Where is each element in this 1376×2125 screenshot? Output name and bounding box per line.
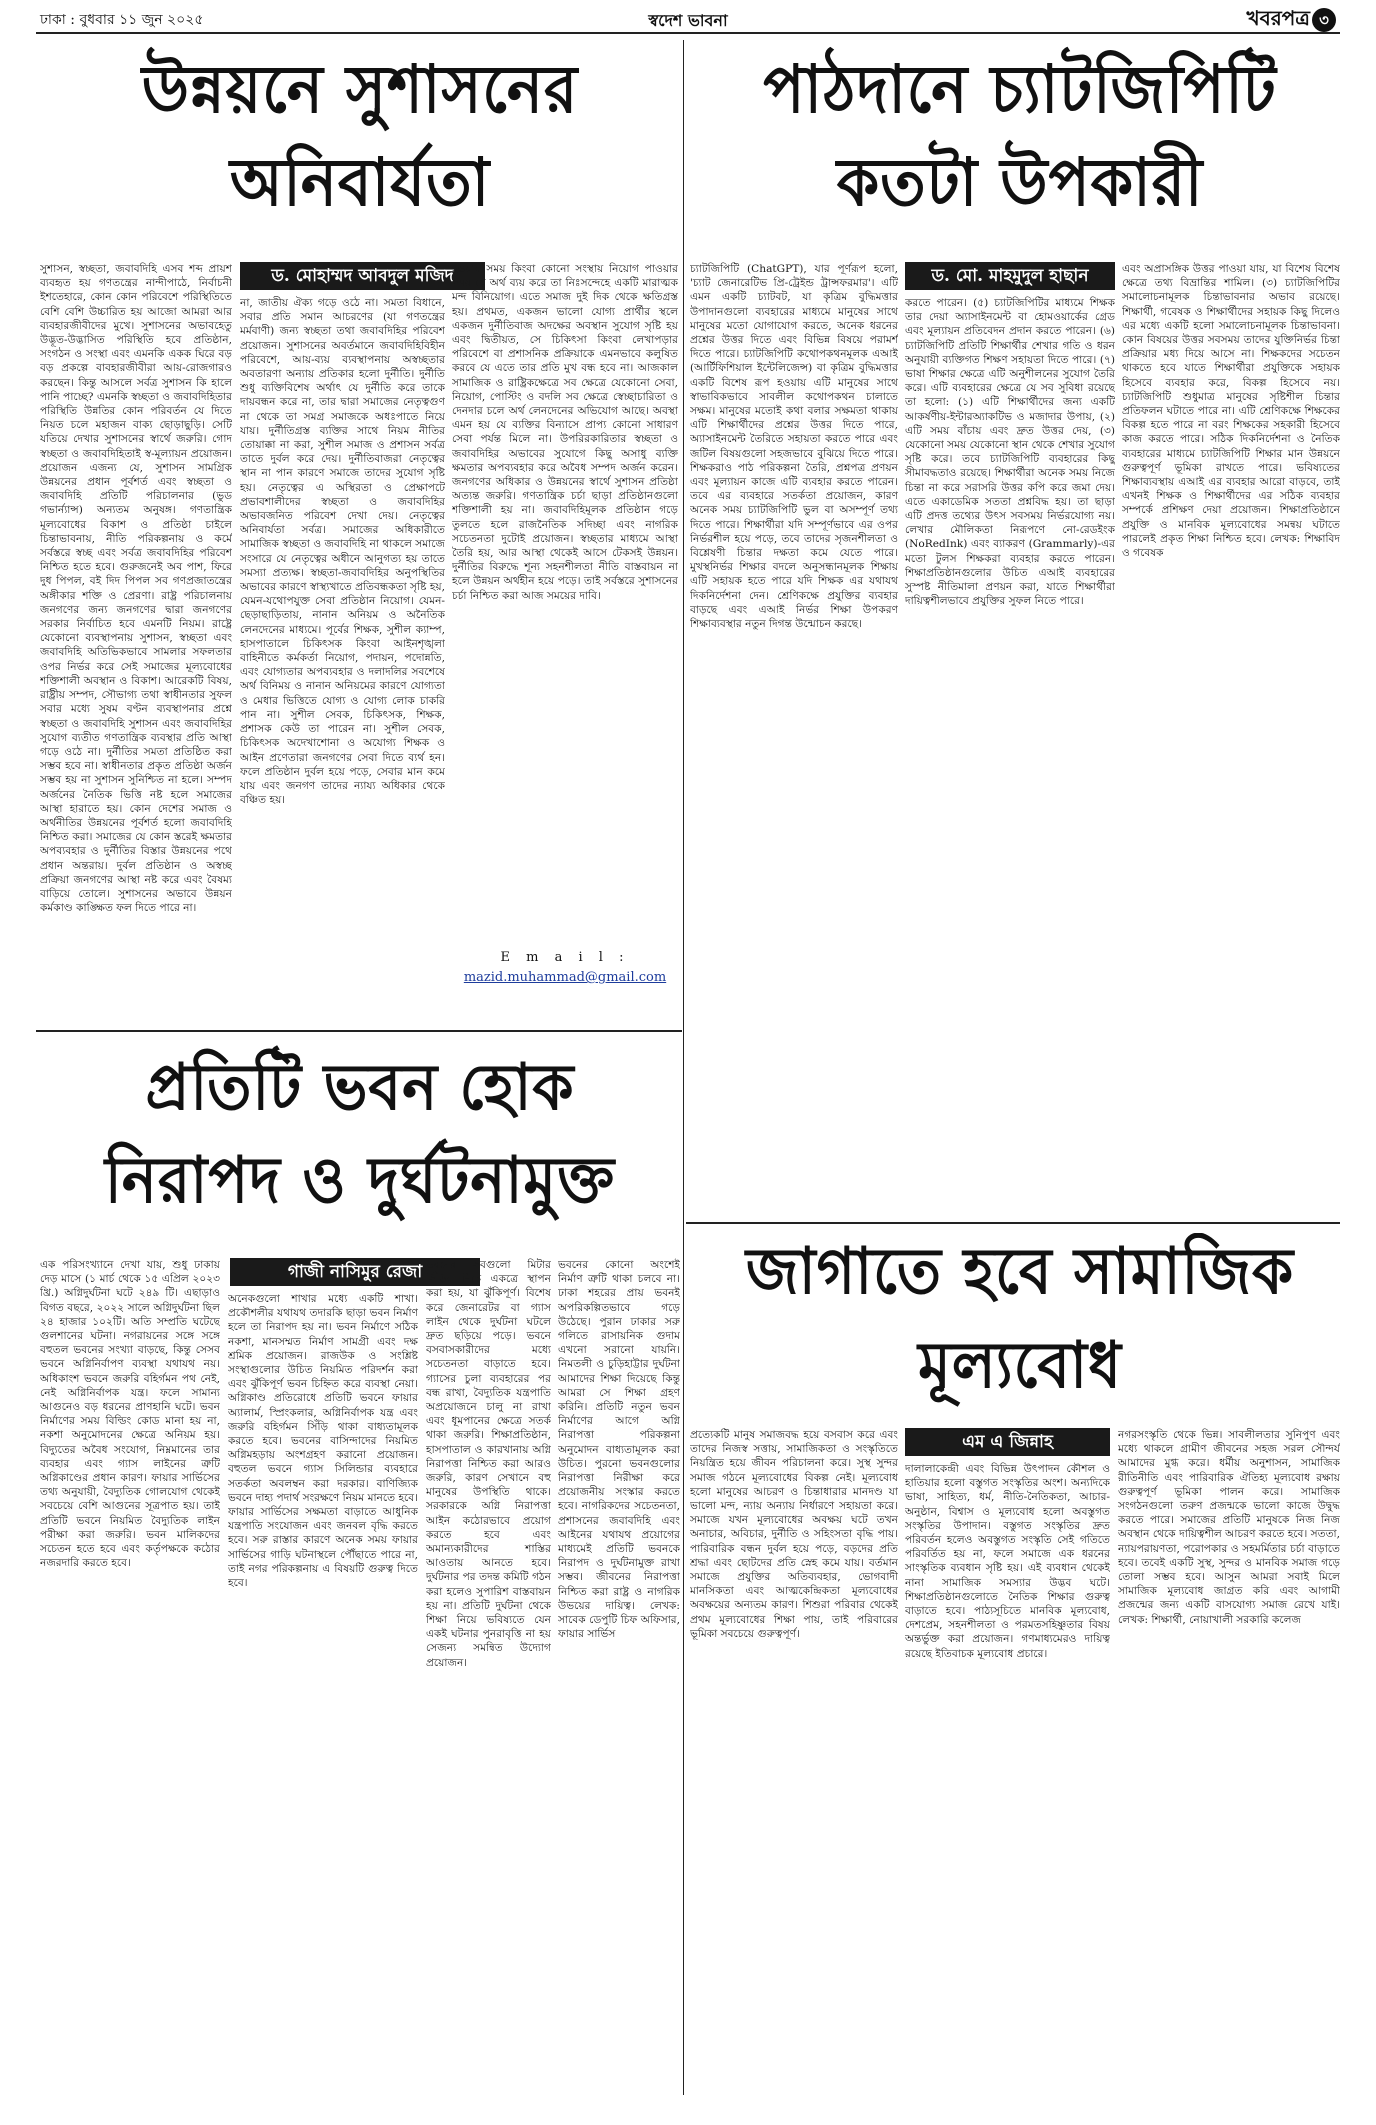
article-column: ভবনের কোনো অংশেই নির্মাণ ত্রুটি থাকা চলবে না। ঢাকা শহরের প্রায় ভবনই অপরিকল্পিতভাবে গড়ে উঠেছে। পুরান ঢাকার সরু গলিতে রাসায়নিক গুদাম এখনো সরানো যায়নি। নিমতলী ও চুড়িহাট্টার দুর্ঘটনা আমাদের শিক্ষা দিয়েছে কিন্তু আমরা সে শিক্ষা গ্রহণ করিনি। প্রতিটি নতুন ভবন নির্মাণের আগে অগ্নি নিরাপত্তা পরিকল্পনা অনুমোদন বাধ্যতামূলক করা উচিত। পুরনো ভবনগুলোর নিরাপত্তা নিরীক্ষা করে প্রয়োজনীয় সংস্কার করতে হবে। নাগরিকদের সচেতনতা, প্রশাসনের জবাবদিহি এবং আইনের যথাযথ প্রয়োগের মাধ্যমেই প্রতিটি ভবনকে নিরাপদ ও দুর্ঘটনামুক্ত রাখা সম্ভব। জীবনের নিরাপত্তা নিশ্চিত করা রাষ্ট্র ও নাগরিক উভয়ের দায়িত্ব। লেখক: সাবেক ডেপুটি চিফ অফিসার, ফায়ার সার্ভিস [558,1259,680,1641]
article-title-line1: জাগাতে হবে সামাজিক [745,1235,1295,1309]
article-column: দালালাকেন্দ্রী এবং বিভিন্ন উৎপাদন কৌশল ও হাতিয়ার হলো বস্তুগত সংস্কৃতির অংশ। অন্যদিকে ভাষা, সাহিত্য, ধর্ম, নীতি-নৈতিকতা, আচার-অনুষ্ঠান, বিশ্বাস ও মূল্যবোধ হলো অবস্তুগত সংস্কৃতির উপাদান। বস্তুগত সংস্কৃতির দ্রুত পরিবর্তন হলেও অবস্তুগত সংস্কৃতি সেই গতিতে পরিবর্তিত হয় না, ফলে সমাজে এক ধরনের সাংস্কৃতিক ব্যবধান সৃষ্টি হয়। এই ব্যবধান থেকেই নানা সামাজিক সমস্যার উদ্ভব ঘটে। শিক্ষাপ্রতিষ্ঠানগুলোতে নৈতিক শিক্ষার গুরুত্ব বাড়াতে হবে। পাঠ্যসূচিতে মানবিক মূল্যবোধ, দেশপ্রেম, সহনশীলতা ও পরমতসহিষ্ণুতার বিষয় অন্তর্ভুক্ত করা প্রয়োজন। গণমাধ্যমেরও দায়িত্ব রয়েছে ইতিবাচক মূল্যবোধ প্রচারে। [905,1463,1110,1660]
page-number: ৩ [1312,8,1336,32]
article-column: ভবনের সবগুলো মিটার সিঁড়ির নিচে একত্রে স্থাপন করা হয়, যা ঝুঁকিপূর্ণ। বিশেষ করে জেনারেটর বা গ্যাস লাইন থেকে দুর্ঘটনা ঘটলে দ্রুত ছড়িয়ে পড়ে। ভবনে বসবাসকারীদের মধ্যে সচেতনতা বাড়াতে হবে। গ্যাসের চুলা ব্যবহারের পর বন্ধ রাখা, বৈদ্যুতিক যন্ত্রপাতি অপ্রয়োজনে চালু না রাখা এবং ধূমপানের ক্ষেত্রে সতর্ক থাকা জরুরি। শিক্ষাপ্রতিষ্ঠান, হাসপাতাল ও কারখানায় অগ্নি নিরাপত্তা নিশ্চিত করা আরও জরুরি, কারণ সেখানে বহু মানুষের উপস্থিতি থাকে। সরকারকে অগ্নি নিরাপত্তা আইন কঠোরভাবে প্রয়োগ করতে হবে এবং অমান্যকারীদের শাস্তির আওতায় আনতে হবে। দুর্ঘটনার পর তদন্ত কমিটি গঠন করা হলেও সুপারিশ বাস্তবায়ন হয় না। প্রতিটি দুর্ঘটনা থেকে শিক্ষা নিয়ে ভবিষ্যতে যেন একই ঘটনার পুনরাবৃত্তি না হয় সেজন্য সমন্বিত উদ্যোগ প্রয়োজন। [426,1259,551,1669]
article-column: চ্যাটজিপিটি (ChatGPT), যার পূর্ণরূপ হলো, 'চ্যাট জেনারেটিভ প্রি-ট্রেইন্ড ট্রান্সফরমার'। এটি এমন একটি চ্যাটবট, যা কৃত্রিম বুদ্ধিমত্তার উপাদানগুলো ব্যবহারের মাধ্যমে মানুষের সাথে মানুষের মতো যোগাযোগ করতে, অনেক ধরনের প্রশ্নের উত্তর দিতে এবং বিভিন্ন বিষয়ে পরামর্শ দিতে পারে। চ্যাটজিপিটি কথোপকথনমূলক এআই (আর্টিফিশিয়াল ইন্টেলিজেন্স) বা কৃত্রিম বুদ্ধিমত্তার একটি বিশেষ রূপ হওয়ায় এটি মানুষের সাথে স্বাভাবিকভাবে সাবলীল কথোপকথন চালাতে সক্ষম। মানুষের মতোই কথা বলার সক্ষমতা থাকায় এটি শিক্ষার্থীদের প্রশ্নের উত্তর দিতে পারে, অ্যাসাইনমেন্ট তৈরিতে সহায়তা করতে পারে এবং জটিল বিষয়গুলো সহজভাবে বুঝিয়ে দিতে পারে। শিক্ষকরাও পাঠ পরিকল্পনা তৈরি, প্রশ্নপত্র প্রণয়ন এবং মূল্যায়ন কাজে এটি ব্যবহার করতে পারেন। তবে এর ব্যবহারে সতর্কতা প্রয়োজন, কারণ অনেক সময় চ্যাটজিপিটি ভুল বা অসম্পূর্ণ তথ্য দিতে পারে। শিক্ষার্থীরা যদি সম্পূর্ণভাবে এর ওপর নির্ভরশীল হয়ে পড়ে, তবে তাদের সৃজনশীলতা ও বিশ্লেষণী চিন্তার দক্ষতা কমে যেতে পারে। মুখস্থনির্ভর শিক্ষার বদলে অনুসন্ধানমূলক শিক্ষায় এটি সহায়ক হতে পারে যদি শিক্ষক এর যথাযথ দিকনির্দেশনা দেন। শ্রেণিকক্ষে প্রযুক্তির ব্যবহার বাড়ছে এবং এআই নির্ভর শিক্ষা উপকরণ শিক্ষাব্যবস্থার নতুন দিগন্ত উন্মোচন করছে। [690,263,898,631]
author-byline: এম এ জিন্নাহ [905,1428,1110,1456]
article-column: এক পরিসংখ্যানে দেখা যায়, শুধু ঢাকায় দেড় মাসে (১ মার্চ থেকে ১৫ এপ্রিল ২০২৩ খ্রি.) অগ্নিদুর্ঘটনা ঘটে ২৪৯ টি। এছাড়াও বিগত বছরে, ২০২২ সালে অগ্নিদুর্ঘটনা ছিল ২৪ হাজার ১০২টি। অতি সম্প্রতি ঘটেছে গুলশানের ঘটনা। নগরায়নের সঙ্গে সঙ্গে বহুতল ভবনের সংখ্যা বাড়ছে, কিন্তু সেসব ভবনে অগ্নিনির্বাপণ ব্যবস্থা যথাযথ নয়। অধিকাংশ ভবনে জরুরি বহির্গমন পথ নেই, নেই অগ্নিনির্বাপক যন্ত্র। ফলে সামান্য আগুনেও বড় ধরনের প্রাণহানি ঘটে। ভবন নির্মাণের সময় বিল্ডিং কোড মানা হয় না, নকশা অনুমোদনের ক্ষেত্রে অনিয়ম হয়। বিদ্যুতের অবৈধ সংযোগ, নিম্নমানের তার ব্যবহার এবং গ্যাস লাইনের ত্রুটি অগ্নিকাণ্ডের প্রধান কারণ। ফায়ার সার্ভিসের তথ্য অনুযায়ী, বৈদ্যুতিক গোলযোগ থেকেই সবচেয়ে বেশি আগুনের সূত্রপাত হয়। তাই প্রতিটি ভবনে নিয়মিত বৈদ্যুতিক লাইন পরীক্ষা করা জরুরি। ভবন মালিকদের সচেতন হতে হবে এবং কর্তৃপক্ষকে কঠোর নজরদারি করতে হবে। [40,1259,220,1570]
article-title-line2: মূল্যবোধ [918,1329,1122,1403]
article-column: প্রত্যেকটি মানুষ সমাজবদ্ধ হয়ে বসবাস করে এবং তাদের নিজস্ব সত্তায়, সামাজিকতা ও সংস্কৃতিতে নিয়ন্ত্রিত হয়ে জীবন পরিচালনা করে। সুস্থ সুন্দর সমাজ গঠনে মূল্যবোধের বিকল্প নেই। মূল্যবোধ হলো মানুষের আচরণ ও চিন্তাধারার মানদণ্ড যা ভালো মন্দ, ন্যায় অন্যায় নির্ধারণে সহায়তা করে। সমাজে যখন মূল্যবোধের অবক্ষয় ঘটে তখন অনাচার, অবিচার, দুর্নীতি ও সহিংসতা বৃদ্ধি পায়। পারিবারিক বন্ধন দুর্বল হয়ে পড়ে, বড়দের প্রতি শ্রদ্ধা এবং ছোটদের প্রতি স্নেহ কমে যায়। বর্তমান সমাজে প্রযুক্তির অতিব্যবহার, ভোগবাদী মানসিকতা এবং আত্মকেন্দ্রিকতা মূল্যবোধের অবক্ষয়ের অন্যতম কারণ। শিশুরা পরিবার থেকেই প্রথম মূল্যবোধের শিক্ষা পায়, তাই পরিবারের ভূমিকা সবচেয়ে গুরুত্বপূর্ণ। [690,1429,898,1640]
section-rule [36,1030,682,1032]
section-rule [686,1222,1340,1224]
section-name: স্বদেশ ভাবনা [648,11,728,30]
author-byline: গাজী নাসিমুর রেজা [230,1258,480,1286]
article-title-line1: পাঠদানে চ্যাটজিপিটি [763,51,1277,128]
article-column: হওয়ার সময় কিংবা কোনো সংস্থায় নিয়োগ পাওয়ার সময় যে অর্থ ব্যয় করে তা নিঃসন্দেহে একটি মারাত্মক মন্দ বিনিয়োগ। এতে সমাজ দুই দিক থেকে ক্ষতিগ্রস্ত হয়। প্রথমত, একজন ভালো যোগ্য প্রার্থীর স্থলে একজন দুর্নীতিবাজ অদক্ষের অবস্থান সুযোগ সৃষ্টি হয় এবং দ্বিতীয়ত, সে চিকিৎসা কিংবা লেখাপড়ার পরিবেশে বা প্রশাসনিক প্রক্রিয়াকে এমনভাবে কলুষিত করবে যে এতে তার প্রতি মুখ বন্ধ হবে না। আজকাল সামাজিক ও রাষ্ট্রিকক্ষেত্রে সব ক্ষেত্রে যেকোনো সেবা, নিয়োগ, পোস্টিং ও বদলি সব ক্ষেত্রে স্বেচ্ছাচারিতা ও দেনদার চলে অর্থ লেনদেনের অভিযোগ আছে। অবস্থা এমন হয় যে ব্যক্তির বিন্যাসে প্রাপ্য কোনো সাধারণ সেবা পর্যন্ত মিলে না। উপরিরকারিতার স্বচ্ছতা ও জবাবদিহির অভাবের সুযোগে কিছু অসাধু ব্যক্তি ক্ষমতার অপব্যবহার করে অবৈধ সম্পদ অর্জন করেন। জনগণের অধিকার ও উন্নয়নের স্বার্থে সুশাসন প্রতিষ্ঠা অত্যন্ত জরুরি। গণতান্ত্রিক চর্চা ছাড়া প্রতিষ্ঠানগুলো শক্তিশালী হয় না। জবাবদিহিমূলক প্রতিষ্ঠান গড়ে তুলতে হলে রাজনৈতিক সদিচ্ছা এবং নাগরিক সচেতনতা দুটোই প্রয়োজন। স্বচ্ছতার মাধ্যমে আস্থা তৈরি হয়, আর আস্থা থেকেই আসে টেকসই উন্নয়ন। দুর্নীতির বিরুদ্ধে শূন্য সহনশীলতা নীতি বাস্তবায়ন না হলে উন্নয়ন অর্থহীন হয়ে পড়ে। তাই সর্বস্তরে সুশাসনের চর্চা নিশ্চিত করা আজ সময়ের দাবি। [452,263,678,602]
author-byline: ড. মোহাম্মদ আবদুল মজিদ [240,262,485,290]
article-column: করতে পারেন। (৫) চ্যাটজিপিটির মাধ্যমে শিক্ষক তার দেয়া অ্যাসাইনমেন্ট বা হোমওয়ার্কের গ্রেড এবং মূল্যায়ন প্রতিবেদন প্রদান করতে পারেন। (৬) চ্যাটজিপিটি প্রতিটি শিক্ষার্থীর শেখার গতি ও ধরন অনুযায়ী ব্যক্তিগত শিক্ষণ সহায়তা দিতে পারে। (৭) ভাষা শিক্ষার ক্ষেত্রে এটি অনুশীলনের সুযোগ তৈরি করে। এটি ব্যবহারের ক্ষেত্রে যে সব সুবিধা রয়েছে তা হলো: (১) এটি শিক্ষার্থীদের জন্য একটি আকর্ষণীয়-ইন্টারঅ্যাকটিভ ও মজাদার উপায়, (২) এটি সময় বাঁচায় এবং দ্রুত উত্তর দেয়, (৩) যেকোনো সময় যেকোনো স্থান থেকে শেখার সুযোগ সৃষ্টি করে। তবে চ্যাটজিপিটি ব্যবহারের কিছু সীমাবদ্ধতাও রয়েছে। শিক্ষার্থীরা অনেক সময় নিজে চিন্তা না করে সরাসরি উত্তর কপি করে জমা দেয়। এতে একাডেমিক সততা প্রশ্নবিদ্ধ হয়। তা ছাড়া এটি প্রদত্ত তথ্যের উৎস সবসময় নির্ভরযোগ্য নয়। লেখার মৌলিকতা নিরূপণে নো-রেডইংক (NoRedInk) এবং ব্যাকরণ (Grammarly)-এর মতো টুলস শিক্ষকরা ব্যবহার করতে পারেন। শিক্ষাপ্রতিষ্ঠানগুলোর উচিত এআই ব্যবহারের সুস্পষ্ট নীতিমালা প্রণয়ন করা, যাতে শিক্ষার্থীরা দায়িত্বশীলভাবে প্রযুক্তির সুফল নিতে পারে। [905,297,1115,608]
email-label: E m a i l : [500,950,630,965]
article-column: অনেকগুলো শাখার মধ্যে একটি শাখা। প্রকৌশলীর যথাযথ তদারকি ছাড়া ভবন নির্মাণ হলে তা নিরাপদ হয় না। ভবন নির্মাণে সঠিক নকশা, মানসম্মত নির্মাণ সামগ্রী এবং দক্ষ শ্রমিক প্রয়োজন। রাজউক ও সংশ্লিষ্ট সংস্থাগুলোর উচিত নিয়মিত পরিদর্শন করা এবং ঝুঁকিপূর্ণ ভবন চিহ্নিত করে ব্যবস্থা নেয়া। অগ্নিকাণ্ড প্রতিরোধে প্রতিটি ভবনে ফায়ার অ্যালার্ম, স্প্রিংকলার, অগ্নিনির্বাপক যন্ত্র এবং জরুরি বহির্গমন সিঁড়ি থাকা বাধ্যতামূলক করতে হবে। ভবনের বাসিন্দাদের নিয়মিত অগ্নিমহড়ায় অংশগ্রহণ করানো প্রয়োজন। বহুতল ভবনে গ্যাস সিলিন্ডার ব্যবহারে সতর্কতা অবলম্বন করা দরকার। বাণিজ্যিক ভবনে দাহ্য পদার্থ সংরক্ষণে নিয়ম মানতে হবে। ফায়ার সার্ভিসের সক্ষমতা বাড়াতে আধুনিক যন্ত্রপাতি সংযোজন এবং জনবল বৃদ্ধি করতে হবে। সরু রাস্তার কারণে অনেক সময় ফায়ার সার্ভিসের গাড়ি ঘটনাস্থলে পৌঁছাতে পারে না, তাই নগর পরিকল্পনায় এ বিষয়টি গুরুত্ব দিতে হবে। [228,1293,418,1590]
author-email-link[interactable]: mazid.muhammad@gmail.com [463,970,667,985]
article-column: না, জাতীয় ঐক্য গড়ে ওঠে না। সমতা বিধানে, সবার প্রতি সমান আচরণের (যা গণতন্ত্রের মর্মবাণী) জন্য স্বচ্ছতা তথা জবাবদিহির পরিবেশ প্রয়োজন। সুশাসনের অবর্তমানে জবাবদিহিবিহীন পরিবেশে, আয়-ব্যয় ব্যবস্থাপনায় অস্বচ্ছতার অবতারণা অন্যায় প্রতিকার হলো দুর্নীতি। দুর্নীতি শুধু ব্যক্তিবিশেষ অর্থাৎ যে দুর্নীতি করে তাকে দায়বন্ধন করে না, তার দ্বারা সমাজের নেতৃত্বগুণ না থেকে তা সমগ্র সমাজকে অধঃপাতে নিয়ে যায়। দুর্নীতিগ্রস্ত ব্যক্তির সাথে নিয়ম নীতির তোয়াক্কা না করা, সুশীল সমাজ ও প্রশাসন সর্বত্র তাতে দুর্বল করে দেয়। দুর্নীতিবাজরা নেতৃত্বের স্থান না পান কারণে সমাজে তাদের সুযোগ সৃষ্টি হয়। নেতৃত্বের এ অস্থিরতা ও প্রেক্ষাপটে প্রভাবশালীদের স্বচ্ছতা ও জবাবদিহির অভাবজনিত পরিবেশ দেখা দেয়। নেতৃত্বের অনিবার্যতা সর্বত্র। সমাজের অধিকারীতে সামাজিক স্বচ্ছতা ও জবাবদিহি না থাকলে সমাজে সংসারে যে নেতৃত্বের অধীনে আনুগত্য হয় তাতে সমস্যা প্রত্যক্ষ। স্বচ্ছতা-জবাবদিহির অনুপস্থিতির অভাবের কারণে স্বাস্থ্যখাতে প্রতিবন্ধকতা সৃষ্টি হয়, যেমন-যথোপযুক্ত সেবা প্রতিষ্ঠান নিয়োগ। যেমন- ছেড়াছাড়িতায়, নানান অনিয়ম ও অনৈতিক লেনদেনের মাধ্যমে। পূর্বের শিক্ষক, সুশীল ক্যাম্প, হাসপাতালে চিকিৎসক কিংবা আইনশৃঙ্খলা বাহিনীতে কর্মকর্তা নিয়োগ, পদায়ন, পদোন্নতি, এবং যোগ্যতার অপব্যবহার ও দলাদলির সবশেষে অর্থ বিনিময় ও নানান অনিয়মের কারণে যোগ্যতা ও মেধার ভিত্তিতে যোগ্য ও যোগ্য লোক চাকরি পান না। সুশীল সেবক, চিকিৎসক, শিক্ষক, প্রশাসক কেউ তা পারেন না। সুশীল সেবক, চিকিৎসক অদেখাশোনা ও অযোগ্য শিক্ষক ও আইন প্রণেতারা জনগণের সেবা দিতে ব্যর্থ হন। ফলে প্রতিষ্ঠান দুর্বল হয়ে পড়ে, সেবার মান কমে যায় এবং জনগণ তাদের ন্যায্য অধিকার থেকে বঞ্চিত হয়। [240,297,445,807]
article-column: সুশাসন, স্বচ্ছতা, জবাবদিহি এসব শব্দ প্রায়শ ব্যবহৃত হয় গণতন্ত্রের নান্দীপাঠে, নির্বাচনী ইশতেহারে, কোন কোন পরিবেশে পরিস্থিতিতে বেশি বেশি উচ্চারিত হয় আজো আমরা আর ব্যবহারজীবীদের মুখে। সুশাসনের অভাবহেতু উদ্ভূত-উদ্ভাসিত পরিস্থিতি হবে প্রতিষ্ঠান, সংগঠন ও সংস্থা এবং এমনকি একক ঘিরে বড় বড় প্রকল্পে বাবহারজীবীরা আয়-রোজগারও করছেন। কিন্তু আসলে সর্বত্র সুশাসন কি হালে পানি পাচ্ছে? এমনকি স্বচ্ছতা ও জবাবদিহিতার পরিস্থিতি উন্নতির কোন পরিবর্তন যে দিতে নিয়ত চলে মহাজন বাক্য ছোড়াছুড়ি। সেটি যতিয়ে দেখার সুশাসনের স্বার্থে জরুরি। গোদ স্বচ্ছতা ও জবাবদিহিতাই স্ব-মূল্যায়ন প্রয়োজন। প্রয়োজন এজন্য যে, সুশাসন সামগ্রিক উন্নয়নের প্রধান পূর্বশর্ত এবং স্বচ্ছতা ও জবাবদিহি প্রতিটি পরিচালনার (ভুড গভার্ন্যান্স) অন্যতম অনুষঙ্গ। গণতান্ত্রিক মূল্যবোধের বিকাশ ও প্রতিষ্ঠা চাইলে চিন্তাভাবনায়, নীতি পরিকল্পনায় ও কর্মে সর্বস্তরে স্বচ্ছ এবং সর্বত্র জবাবদিহির পরিবেশ নিশ্চিত হতে হবে। গুরুজনেই অব পাশ, ফিরে দুধ পিপল, বই দিদ পিপল সব গণপ্রজাতন্ত্রের অঙ্গীকার শক্তি ও প্রেরণা। রাষ্ট্র পরিচালনায় জনগণের জন্য জনগণের দ্বারা জনগণের সরকার নির্বাচিত হবে এমনটি নিয়ম। রাষ্ট্রে যেকোনো ব্যবস্থাপনায় সুশাসন, স্বচ্ছতা এবং জবাবদিহি অতিভিকভাবে সামলার সফলতার ওপর নির্ভর করে সেই সমাজের মূল্যবোধের শক্তিশালী অবস্থান ও বিকাশ। আরেকটি বিষয়, রাষ্ট্রীয় সম্পদ, সৌভাগ্য তথা স্বাধীনতার সুফল সবার মধ্যে সুষম বণ্টন ব্যবস্থাপনার প্রশ্নে স্বচ্ছতা ও জবাবদিহি সুশাসন এবং জবাবদিহির সুযোগ ব্যতীত গণতান্ত্রিক ব্যবস্থার প্রতি আস্থা গড়ে ওঠে না। দুর্নীতির সমতা প্রতিষ্ঠিত করা সম্ভব হবে না। স্বাধীনতার প্রকৃত প্রতিষ্ঠা অর্জন সম্ভব হয় না সুশাসন সুনিশ্চিত না হলে। সম্পদ অর্জনের নৈতিক ভিত্তি নষ্ট হলে সমাজের আস্থা হারাতে হয়। কোন দেশের সমাজ ও অর্থনীতির উন্নয়নের পূর্বশর্ত হলো জবাবদিহি নিশ্চিত করা। সমাজের যে কোন স্তরেই ক্ষমতার অপব্যবহার ও দুর্নীতির বিস্তার উন্নয়নের পথে প্রধান অন্তরায়। দুর্বল প্রতিষ্ঠান ও অস্বচ্ছ প্রক্রিয়া জনগণের আস্থা নষ্ট করে এবং বৈষম্য বাড়িয়ে তোলে। সুশাসনের অভাবে উন্নয়ন কর্মকাণ্ড কাঙ্ক্ষিত ফল দিতে পারে না। [40,263,232,915]
article-column: নগরসংস্কৃতি থেকে ভিন্ন। সাবলীলতার সুনিপুণ এবং মধ্যে থাকলে গ্রামীণ জীবনের সহজ সরল সৌন্দর্য আমাদের মুগ্ধ করে। ধর্মীয় অনুশাসন, সামাজিক রীতিনীতি এবং পারিবারিক ঐতিহ্য মূল্যবোধ রক্ষায় গুরুত্বপূর্ণ ভূমিকা পালন করে। সামাজিক সংগঠনগুলো তরুণ প্রজন্মকে ভালো কাজে উদ্বুদ্ধ করতে পারে। সমাজের প্রতিটি মানুষকে নিজ নিজ অবস্থান থেকে দায়িত্বশীল আচরণ করতে হবে। সততা, ন্যায়পরায়ণতা, পরোপকার ও সহমর্মিতার চর্চা বাড়াতে হবে। তবেই একটি সুস্থ, সুন্দর ও মানবিক সমাজ গড়ে তোলা সম্ভব হবে। আসুন আমরা সবাই মিলে সামাজিক মূল্যবোধ জাগ্রত করি এবং আগামী প্রজন্মের জন্য একটি বাসযোগ্য সমাজ রেখে যাই। লেখক: শিক্ষার্থী, নোয়াখালী সরকারি কলেজ [1118,1429,1340,1626]
article-column: এবং অপ্রাসঙ্গিক উত্তর পাওয়া যায়, যা বিশেষ বিশেষ ক্ষেত্রে তথ্য বিভ্রান্তির শামিল। (৩) চ্যাটজিপিটির সমালোচনামূলক চিন্তাভাবনার অভাব রয়েছে। শিক্ষার্থী, গবেষক ও শিক্ষার্থীদের সহায়ক কিছু দিলেও এর মধ্যে একটি হলো সমালোচনামূলক চিন্তাভাবনা। কোন বিষয়ের উত্তর সবসময় তাদের যুক্তিনির্ভর চিন্তা প্রক্রিয়ার মধ্য দিয়ে আসে না। শিক্ষকদের সচেতন থাকতে হবে যাতে শিক্ষার্থীরা প্রযুক্তিকে সহায়ক হিসেবে ব্যবহার করে, বিকল্প হিসেবে নয়। চ্যাটজিপিটি শুধুমাত্র মানুষের সৃষ্টিশীল চিন্তার প্রতিফলন ঘটাতে পারে না। এটি শ্রেণিকক্ষে শিক্ষকের বিকল্প হতে পারে না বরং শিক্ষকের সহকারী হিসেবে কাজ করতে পারে। সঠিক দিকনির্দেশনা ও নৈতিক ব্যবহারের মাধ্যমে চ্যাটজিপিটি শিক্ষার মান উন্নয়নে গুরুত্বপূর্ণ ভূমিকা রাখতে পারে। ভবিষ্যতের শিক্ষাব্যবস্থায় এআই এর ব্যবহার আরো বাড়বে, তাই এখনই শিক্ষক ও শিক্ষার্থীদের এর সঠিক ব্যবহার সম্পর্কে প্রশিক্ষণ দেয়া প্রয়োজন। শিক্ষাপ্রতিষ্ঠানে প্রযুক্তি ও মানবিক মূল্যবোধের সমন্বয় ঘটাতে পারলেই প্রকৃত শিক্ষা নিশ্চিত হবে। লেখক: শিক্ষাবিদ ও গবেষক [1122,263,1340,560]
article-title-line2: নিরাপদ ও দুর্ঘটনামুক্ত [104,1144,616,1218]
article-title-line1: প্রতিটি ভবন হোক [145,1051,575,1125]
issue-date: ঢাকা : বুধবার ১১ জুন ২০২৫ [40,12,204,28]
article-title-line1: উন্নয়নে সুশাসনের [141,51,579,128]
column-divider [683,1035,684,2095]
header-rule [36,32,1340,34]
article-title-line2: অনিবার্যতা [229,144,491,221]
logo-text: খবরপত্র [1246,6,1310,30]
author-byline: ড. মো. মাহমুদুল হাছান [905,262,1115,290]
article-title-line2: কতটা উপকারী [836,144,1204,221]
